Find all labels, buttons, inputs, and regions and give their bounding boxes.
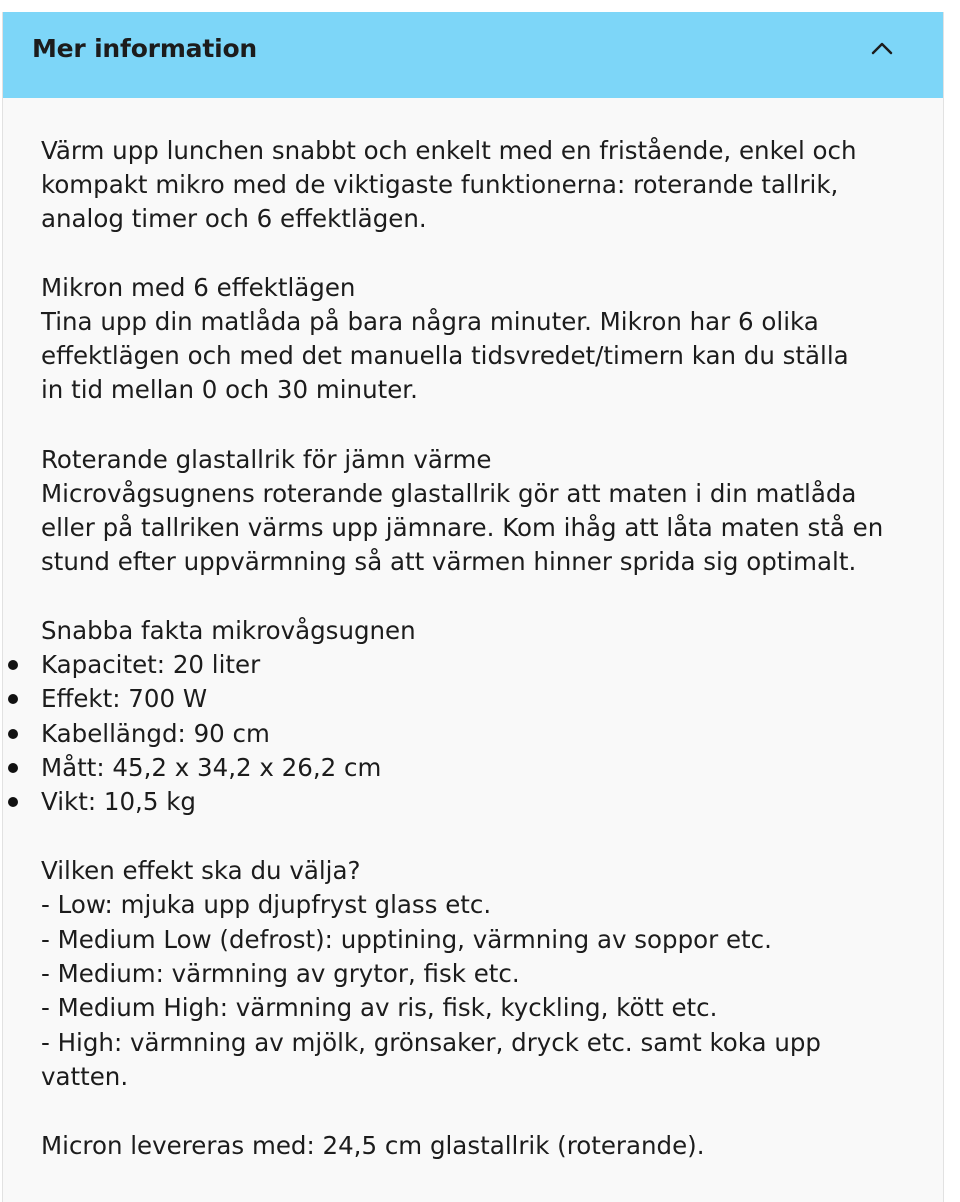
paragraph-line: Microvågsugnens roterande glastallrik gör att maten i din matlåda	[41, 479, 857, 508]
intro-line: Värm upp lunchen snabbt och enkelt med en fristående, enkel och	[41, 136, 857, 165]
chevron-up-icon[interactable]	[865, 36, 899, 60]
paragraph-line: eller på tallriken värms upp jämnare. Kom ihåg att låta maten stå en	[41, 513, 884, 542]
paragraph-line: vatten.	[41, 1062, 129, 1091]
intro-line: analog timer och 6 effektlägen.	[41, 204, 427, 233]
paragraph-line: - Medium Low (defrost): upptining, värmning av soppor etc.	[41, 925, 772, 954]
bullet-icon	[8, 729, 18, 739]
section-heading: Roterande glastallrik för jämn värme	[41, 445, 492, 474]
list-item	[41, 717, 270, 751]
section-heading: Vilken effekt ska du välja?	[41, 856, 361, 885]
paragraph-line: Tina upp din matlåda på bara några minuter. Mikron har 6 olika	[41, 307, 819, 336]
list-item	[41, 648, 260, 682]
paragraph-line: - Medium High: värmning av ris, fisk, kyckling, kött etc.	[41, 993, 718, 1022]
list-item-text: Kapacitet: 20 liter	[41, 650, 261, 679]
paragraph-line: effektlägen och med det manuella tidsvredet/timern kan du ställa	[41, 341, 849, 370]
intro-line: kompakt mikro med de viktigaste funktionerna: roterande tallrik,	[41, 170, 839, 199]
section-heading: Mikron med 6 effektlägen	[41, 273, 356, 302]
bullet-icon	[8, 694, 18, 704]
paragraph-line: stund efter uppvärmning så att värmen hinner sprida sig optimalt.	[41, 547, 857, 576]
bullet-icon	[8, 763, 18, 773]
accordion-title: Mer information	[32, 34, 258, 63]
bullet-icon	[8, 797, 18, 807]
list-item-text: Kabellängd: 90 cm	[41, 719, 270, 748]
list-item-text: Vikt: 10,5 kg	[41, 787, 196, 816]
accordion-header[interactable]	[3, 12, 943, 98]
list-item	[41, 785, 196, 819]
paragraph-line: in tid mellan 0 och 30 minuter.	[41, 375, 418, 404]
list-item	[41, 682, 207, 716]
closing-line: Micron levereras med: 24,5 cm glastallrik (roterande).	[41, 1131, 705, 1160]
paragraph-line: - Low: mjuka upp djupfryst glass etc.	[41, 890, 492, 919]
accordion-panel	[2, 12, 944, 1202]
paragraph-line: - Medium: värmning av grytor, fisk etc.	[41, 959, 520, 988]
list-item-text: Mått: 45,2 x 34,2 x 26,2 cm	[41, 753, 382, 782]
list-item-text: Effekt: 700 W	[41, 684, 208, 713]
paragraph-line: - High: värmning av mjölk, grönsaker, dryck etc. samt koka upp	[41, 1028, 821, 1057]
bullet-icon	[8, 660, 18, 670]
facts-heading: Snabba fakta mikrovågsugnen	[41, 616, 416, 645]
list-item	[41, 751, 381, 785]
